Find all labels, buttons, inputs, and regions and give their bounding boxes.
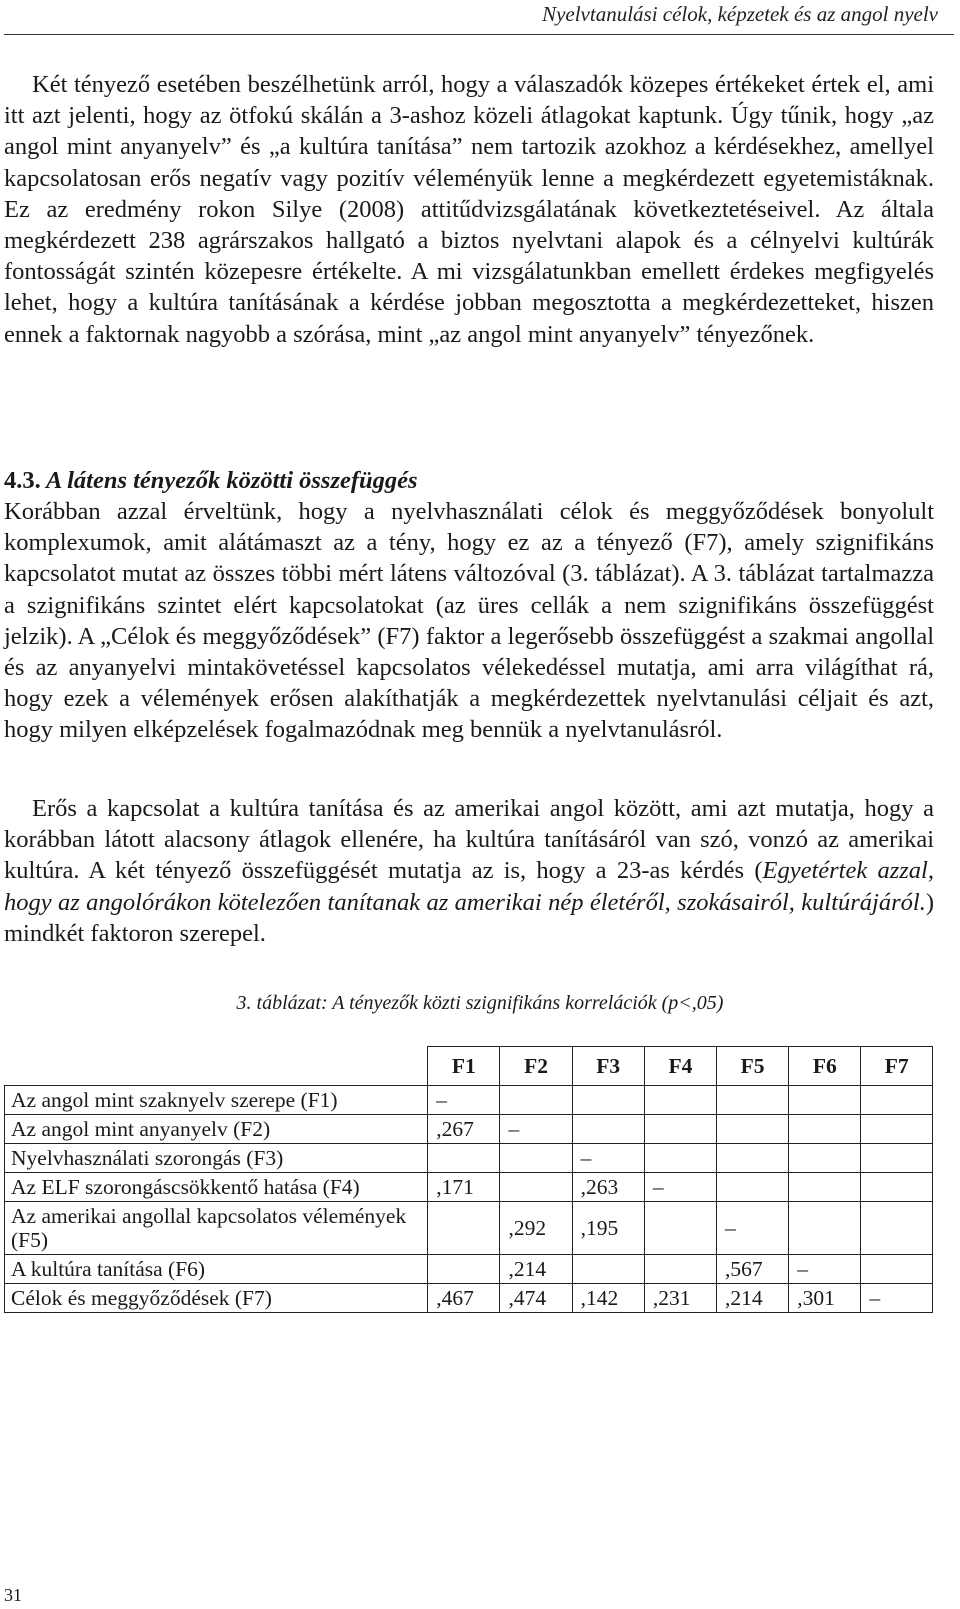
table-cell: – — [717, 1202, 789, 1255]
running-header: Nyelvtanulási célok, képzetek és az angol nyelv — [542, 2, 938, 26]
table-cell — [500, 1144, 572, 1173]
table-cell: ,292 — [500, 1202, 572, 1255]
section-number: 4.3. — [4, 467, 41, 494]
row-label: Az amerikai angollal kapcsolatos vélemények (F5) — [5, 1202, 428, 1255]
table-cell — [717, 1086, 789, 1115]
table-cell — [572, 1086, 644, 1115]
table-cell — [644, 1086, 716, 1115]
table-cell — [644, 1255, 716, 1284]
table-cell — [644, 1144, 716, 1173]
table-cell — [861, 1115, 933, 1144]
table-body — [5, 1086, 933, 1313]
paragraph-1 — [4, 69, 934, 350]
row-label: Az ELF szorongáscsökkentő hatása (F4) — [5, 1173, 428, 1202]
table-cell — [789, 1086, 861, 1115]
table-cell: – — [861, 1284, 933, 1313]
table-row — [5, 1086, 933, 1115]
column-header: F1 — [428, 1047, 500, 1086]
table-cell: ,263 — [572, 1173, 644, 1202]
table-cell: ,467 — [428, 1284, 500, 1313]
paragraph-3 — [4, 793, 934, 949]
table-cell — [644, 1202, 716, 1255]
paragraph-3-text-start: Erős a kapcsolat a kultúra tanítása és az amerikai angol között, ami azt mutatja, hogy a korábban látott alacsony átlagok ellenére, ha kultúra tanításáról van szó, vonzó az amerikai kultúra. A két tényező összefüggését mutatja az is, hogy a 23-as kérdés ( — [4, 795, 934, 885]
header-rule — [4, 34, 954, 35]
table-cell — [861, 1173, 933, 1202]
table-cell: – — [572, 1144, 644, 1173]
table-cell — [717, 1115, 789, 1144]
table-cell — [861, 1255, 933, 1284]
table-cell — [789, 1202, 861, 1255]
page-number: 31 — [4, 1585, 22, 1605]
paragraph-1-text: Két tényező esetében beszélhetünk arról, hogy a válaszadók közepes értékeket értek el, ami itt azt jelenti, hogy az ötfokú skálán a 3-ashoz közeli átlagokat kaptunk. Úgy tűnik, hogy „az angol mint anyanyelv” és „a kultúra tanítása” nem tartozik azokhoz a kérdésekhez, amellyel kapcsolatosan erős negatív vagy pozitív véleményük lenne a megkérdezett egyetemistáknak. Ez az eredmény rokon Silye (2008) attitűdvizsgálatának következtetéseivel. Az általa megkérdezett 238 agrárszakos hallgató a biztos nyelvtani alapok és a célnyelvi kultúrák fontosságát szintén közepesre értékelte. A mi vizsgálatunkban emellett érdekes megfigyelés lehet, hogy a kultúra tanításának a kérdése jobban megosztotta a megkérdezetteket, hiszen ennek a faktornak nagyobb a szórása, mint „az angol mint anyanyelv” tényezőnek. — [4, 71, 934, 348]
paragraph-2-text: Korábban azzal érveltünk, hogy a nyelvhasználati célok és meggyőződések bonyolult komplexumok, amit alátámaszt az a tény, hogy ez az a tényező (F7), amely szignifikáns kapcsolatot mutat az összes többi mért látens változóval (3. táblázat). A 3. táblázat tartalmazza a szignifikáns szintet elért kapcsolatokat (az üres cellák a nem szignifikáns összefüggést jelzik). A „Célok és meggyőződések” (F7) faktor a legerősebb összefüggést a szakmai angollal és az anyanyelvi mintakövetéssel kapcsolatos vélekedéssel mutatja, ami arra világíthat rá, hogy ezek a vélemények erősen alakíthatják a megkérdezettek nyelvtanulási céljait és azt, hogy milyen elképzelések fogalmazódnak meg bennük a nyelvtanulásról. — [4, 498, 934, 744]
table-corner-cell — [5, 1047, 428, 1086]
table-cell — [644, 1115, 716, 1144]
section-heading — [4, 465, 418, 496]
table-caption: 3. táblázat: A tényezők közti szignifikáns korrelációk (p<,05) — [236, 992, 724, 1014]
paragraph-3-quote: Egyetértek azzal, hogy az angolórákon kötelezően tanítanak az amerikai nép életéről, szokásairól, kultúrájáról. — [4, 857, 934, 916]
column-header: F2 — [500, 1047, 572, 1086]
table-cell — [717, 1173, 789, 1202]
table-cell: ,474 — [500, 1284, 572, 1313]
table-cell — [789, 1173, 861, 1202]
column-header: F3 — [572, 1047, 644, 1086]
table-cell — [428, 1202, 500, 1255]
column-header: F4 — [644, 1047, 716, 1086]
table-row — [5, 1202, 933, 1255]
table-row — [5, 1144, 933, 1173]
paragraph-3-text-end: ) mindkét faktoron szerepel. — [4, 888, 934, 947]
table-header-row — [5, 1047, 933, 1086]
table-cell: ,195 — [572, 1202, 644, 1255]
row-label: Az angol mint anyanyelv (F2) — [5, 1115, 428, 1144]
table-cell: ,214 — [717, 1284, 789, 1313]
row-label: Nyelvhasználati szorongás (F3) — [5, 1144, 428, 1173]
column-header: F6 — [789, 1047, 861, 1086]
table-cell — [428, 1144, 500, 1173]
table-cell: ,267 — [428, 1115, 500, 1144]
row-label: A kultúra tanítása (F6) — [5, 1255, 428, 1284]
table-cell: ,171 — [428, 1173, 500, 1202]
table-cell: ,567 — [717, 1255, 789, 1284]
table-cell — [572, 1115, 644, 1144]
row-label: Célok és meggyőződések (F7) — [5, 1284, 428, 1313]
table-cell: – — [500, 1115, 572, 1144]
column-header: F5 — [717, 1047, 789, 1086]
correlation-table — [4, 1046, 933, 1313]
table-cell: – — [644, 1173, 716, 1202]
table-cell — [500, 1086, 572, 1115]
table-cell: – — [428, 1086, 500, 1115]
table-cell — [572, 1255, 644, 1284]
table-row — [5, 1115, 933, 1144]
table-row — [5, 1284, 933, 1313]
paragraph-2 — [4, 496, 934, 746]
table-row — [5, 1255, 933, 1284]
section-title: A látens tényezők közötti összefüggés — [45, 467, 418, 494]
column-header: F7 — [861, 1047, 933, 1086]
table-cell: ,214 — [500, 1255, 572, 1284]
table-cell — [861, 1086, 933, 1115]
table-cell — [500, 1173, 572, 1202]
table-cell: – — [789, 1255, 861, 1284]
table-cell — [717, 1144, 789, 1173]
table-cell: ,301 — [789, 1284, 861, 1313]
table-cell: ,231 — [644, 1284, 716, 1313]
table-cell: ,142 — [572, 1284, 644, 1313]
table-row — [5, 1173, 933, 1202]
row-label: Az angol mint szaknyelv szerepe (F1) — [5, 1086, 428, 1115]
table-cell — [861, 1202, 933, 1255]
table-cell — [789, 1115, 861, 1144]
table-cell — [861, 1144, 933, 1173]
table-cell — [789, 1144, 861, 1173]
table-cell — [428, 1255, 500, 1284]
